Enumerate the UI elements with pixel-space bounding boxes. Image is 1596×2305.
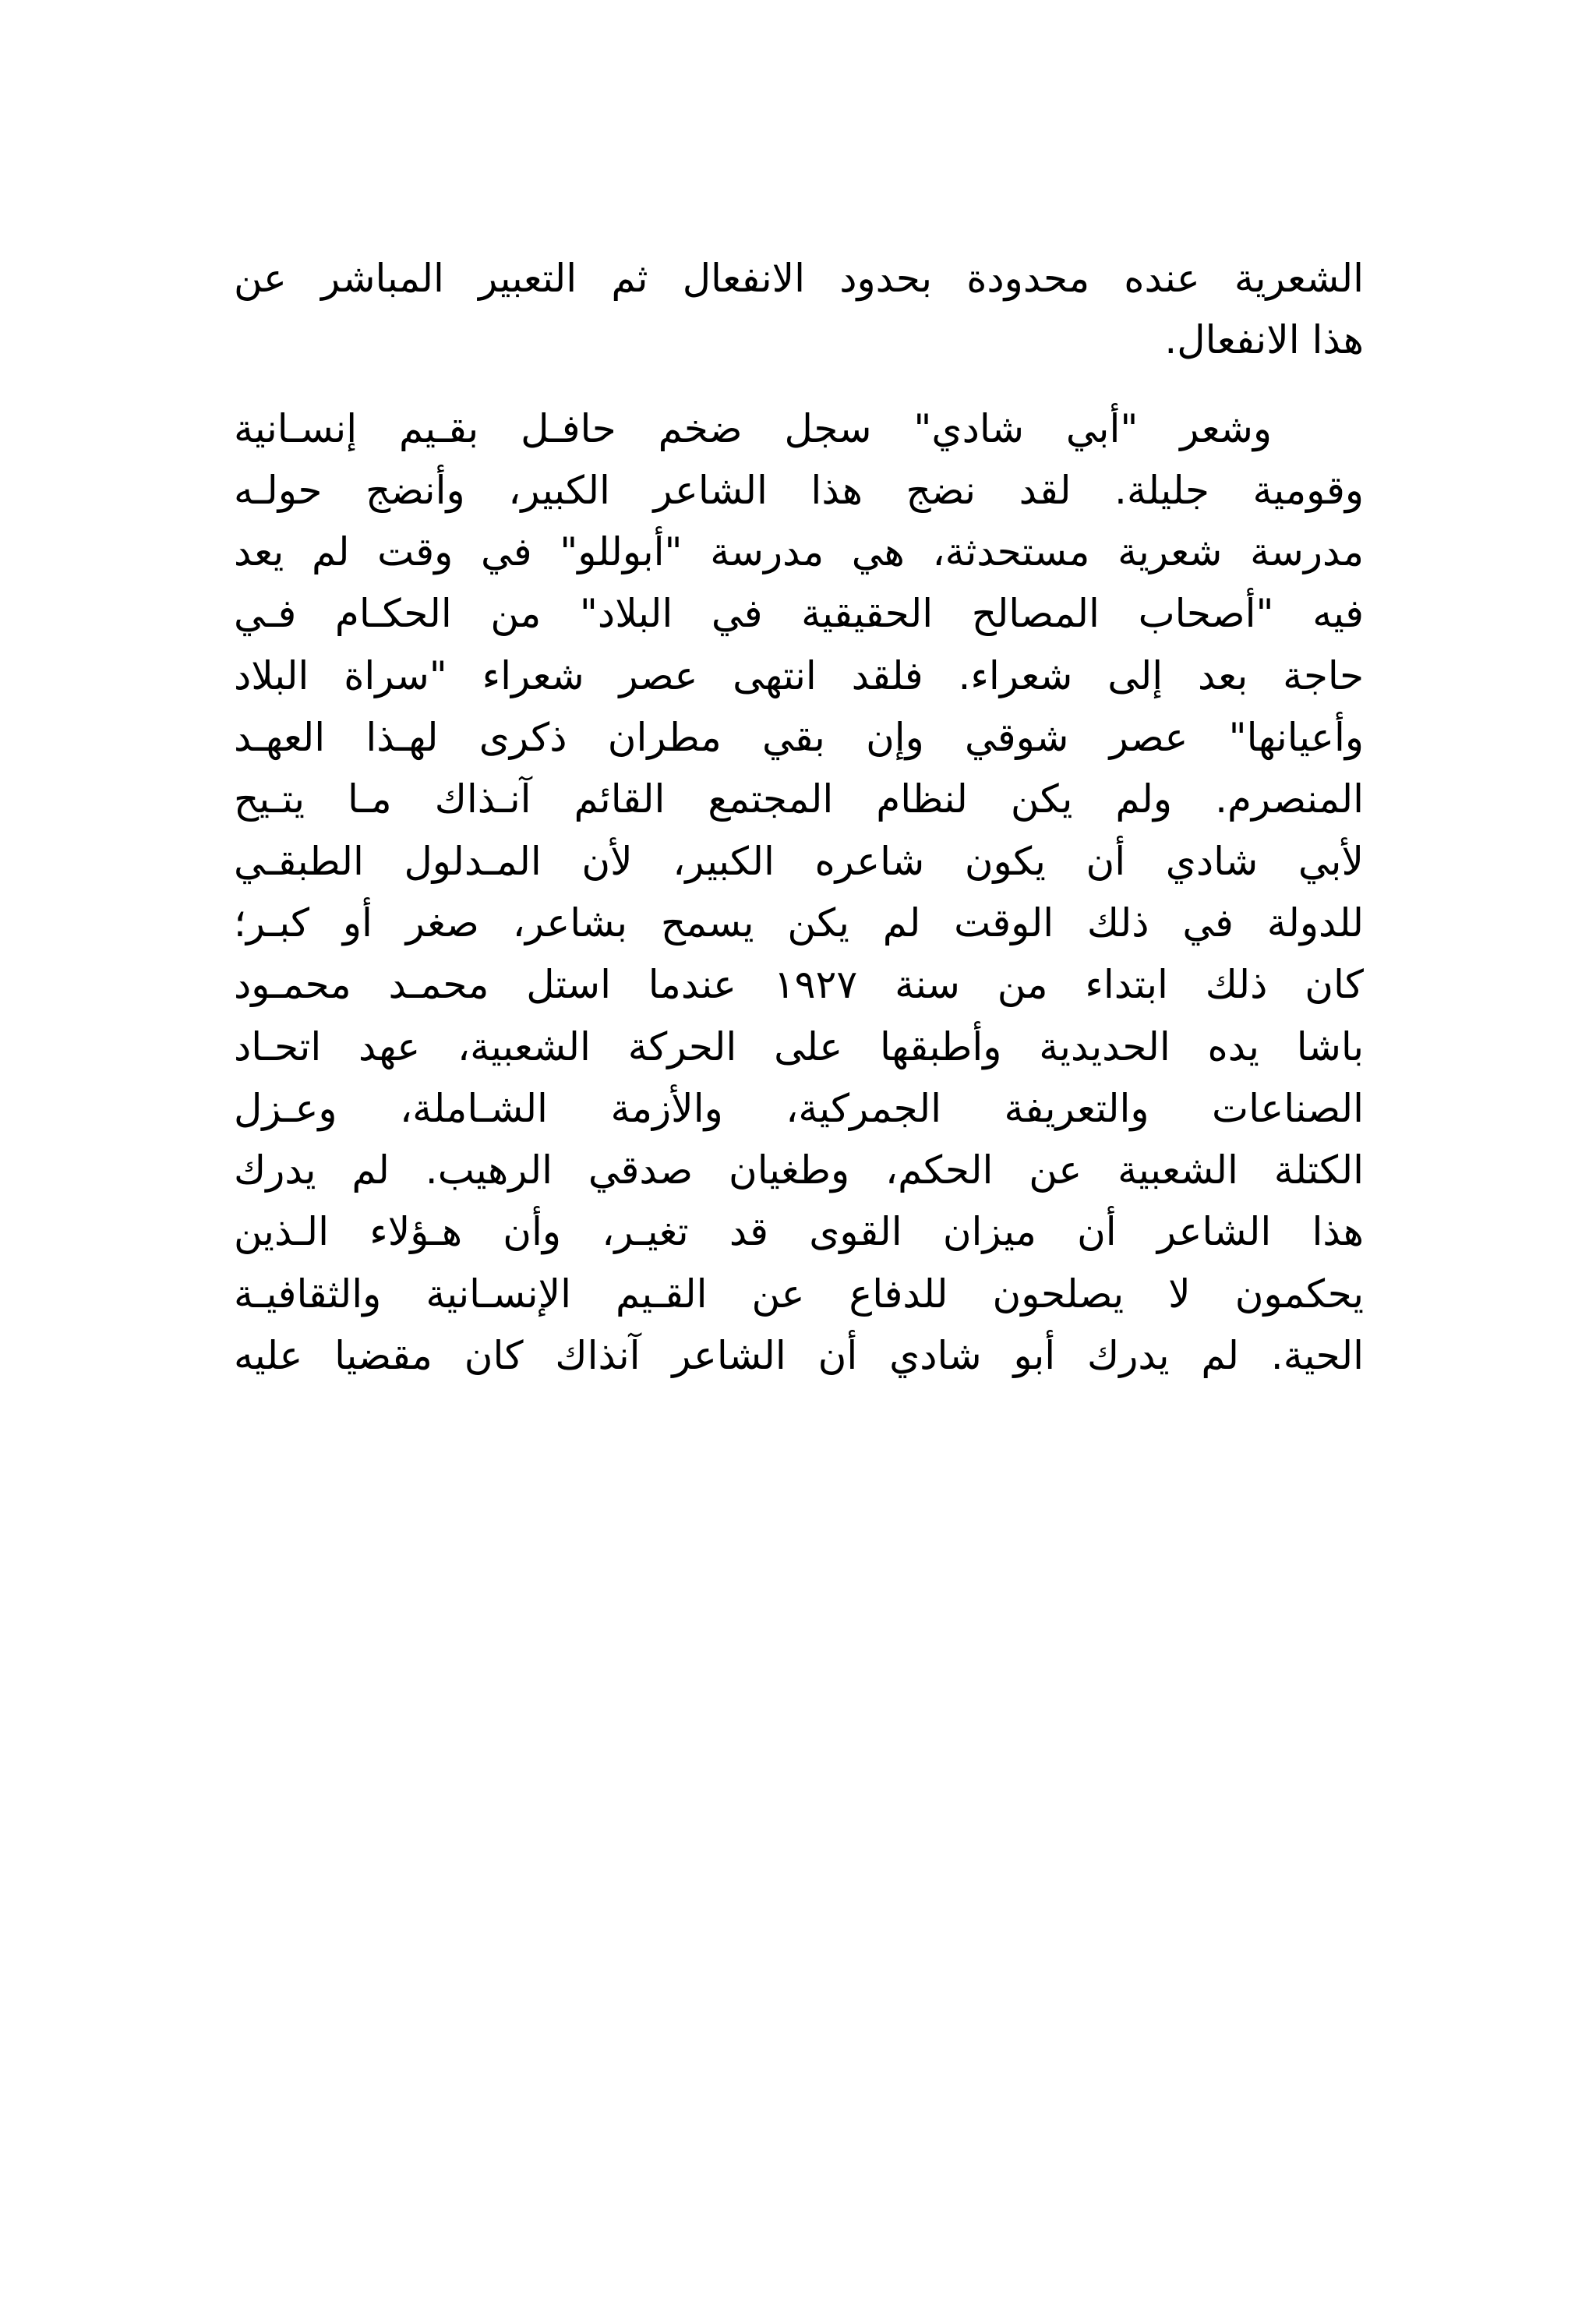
text-line: الحية. لم يدرك أبو شادي أن الشاعر آنذاك كان مقضيا عليه	[234, 1333, 1364, 1379]
text-line: باشا يده الحديدية وأطبقها على الحركة الشعبية، عهد اتحـاد	[234, 1023, 1364, 1069]
text-line: الكتلة الشعبية عن الحكم، وطغيان صدقي الرهيب. لم يدرك	[234, 1147, 1364, 1193]
text-line: حاجة بعد إلى شعراء. فلقد انتهى عصر شعراء "سراة البلاد	[234, 652, 1364, 698]
text-line: هذا الانفعال.	[1164, 317, 1364, 363]
body-text	[234, 248, 1364, 1387]
text-line: هذا الشاعر أن ميزان القوى قد تغيـر، وأن هـؤلاء الـذين	[234, 1209, 1364, 1255]
paragraph-1	[234, 248, 1364, 372]
text-line: يحكمون لا يصلحون للدفاع عن القـيم الإنسـانية والثقافيـة	[234, 1271, 1364, 1317]
text-line: الصناعات والتعريفة الجمركية، والأزمة الشـاملة، وعـزل	[234, 1085, 1364, 1131]
text-line: مدرسة شعرية مستحدثة، هي مدرسة "أبوللو" في وقت لم يعد	[234, 529, 1364, 575]
text-line: كان ذلك ابتداء من سنة ١٩٢٧ عندما استل محمـد محمـود	[234, 962, 1364, 1008]
text-line: وشعر "أبي شادي" سجل ضخم حافـل بقـيم إنسـانية	[234, 405, 1272, 451]
text-line: وأعيانها" عصر شوقي وإن بقي مطران ذكرى لهـذا العهـد	[234, 715, 1364, 761]
text-line: فيه "أصحاب المصالح الحقيقية في البلاد" من الحكـام فـي	[234, 591, 1364, 637]
text-line: للدولة في ذلك الوقت لم يكن يسمح بشاعر، صغر أو كبـر؛	[234, 900, 1364, 946]
text-line: المنصرم. ولم يكن لنظام المجتمع القائم آنـذاك مـا يتـيح	[234, 776, 1364, 822]
text-line: لأبي شادي أن يكون شاعره الكبير، لأن المـدلول الطبقـي	[234, 838, 1364, 884]
paragraph-spacer	[234, 372, 1364, 398]
text-line: الشعرية عنده محدودة بحدود الانفعال ثم التعبير المباشر عن	[234, 256, 1364, 301]
text-line: وقومية جليلة. لقد نضج هذا الشاعر الكبير، وأنضج حولـه	[234, 467, 1364, 513]
paragraph-2	[234, 398, 1364, 1388]
